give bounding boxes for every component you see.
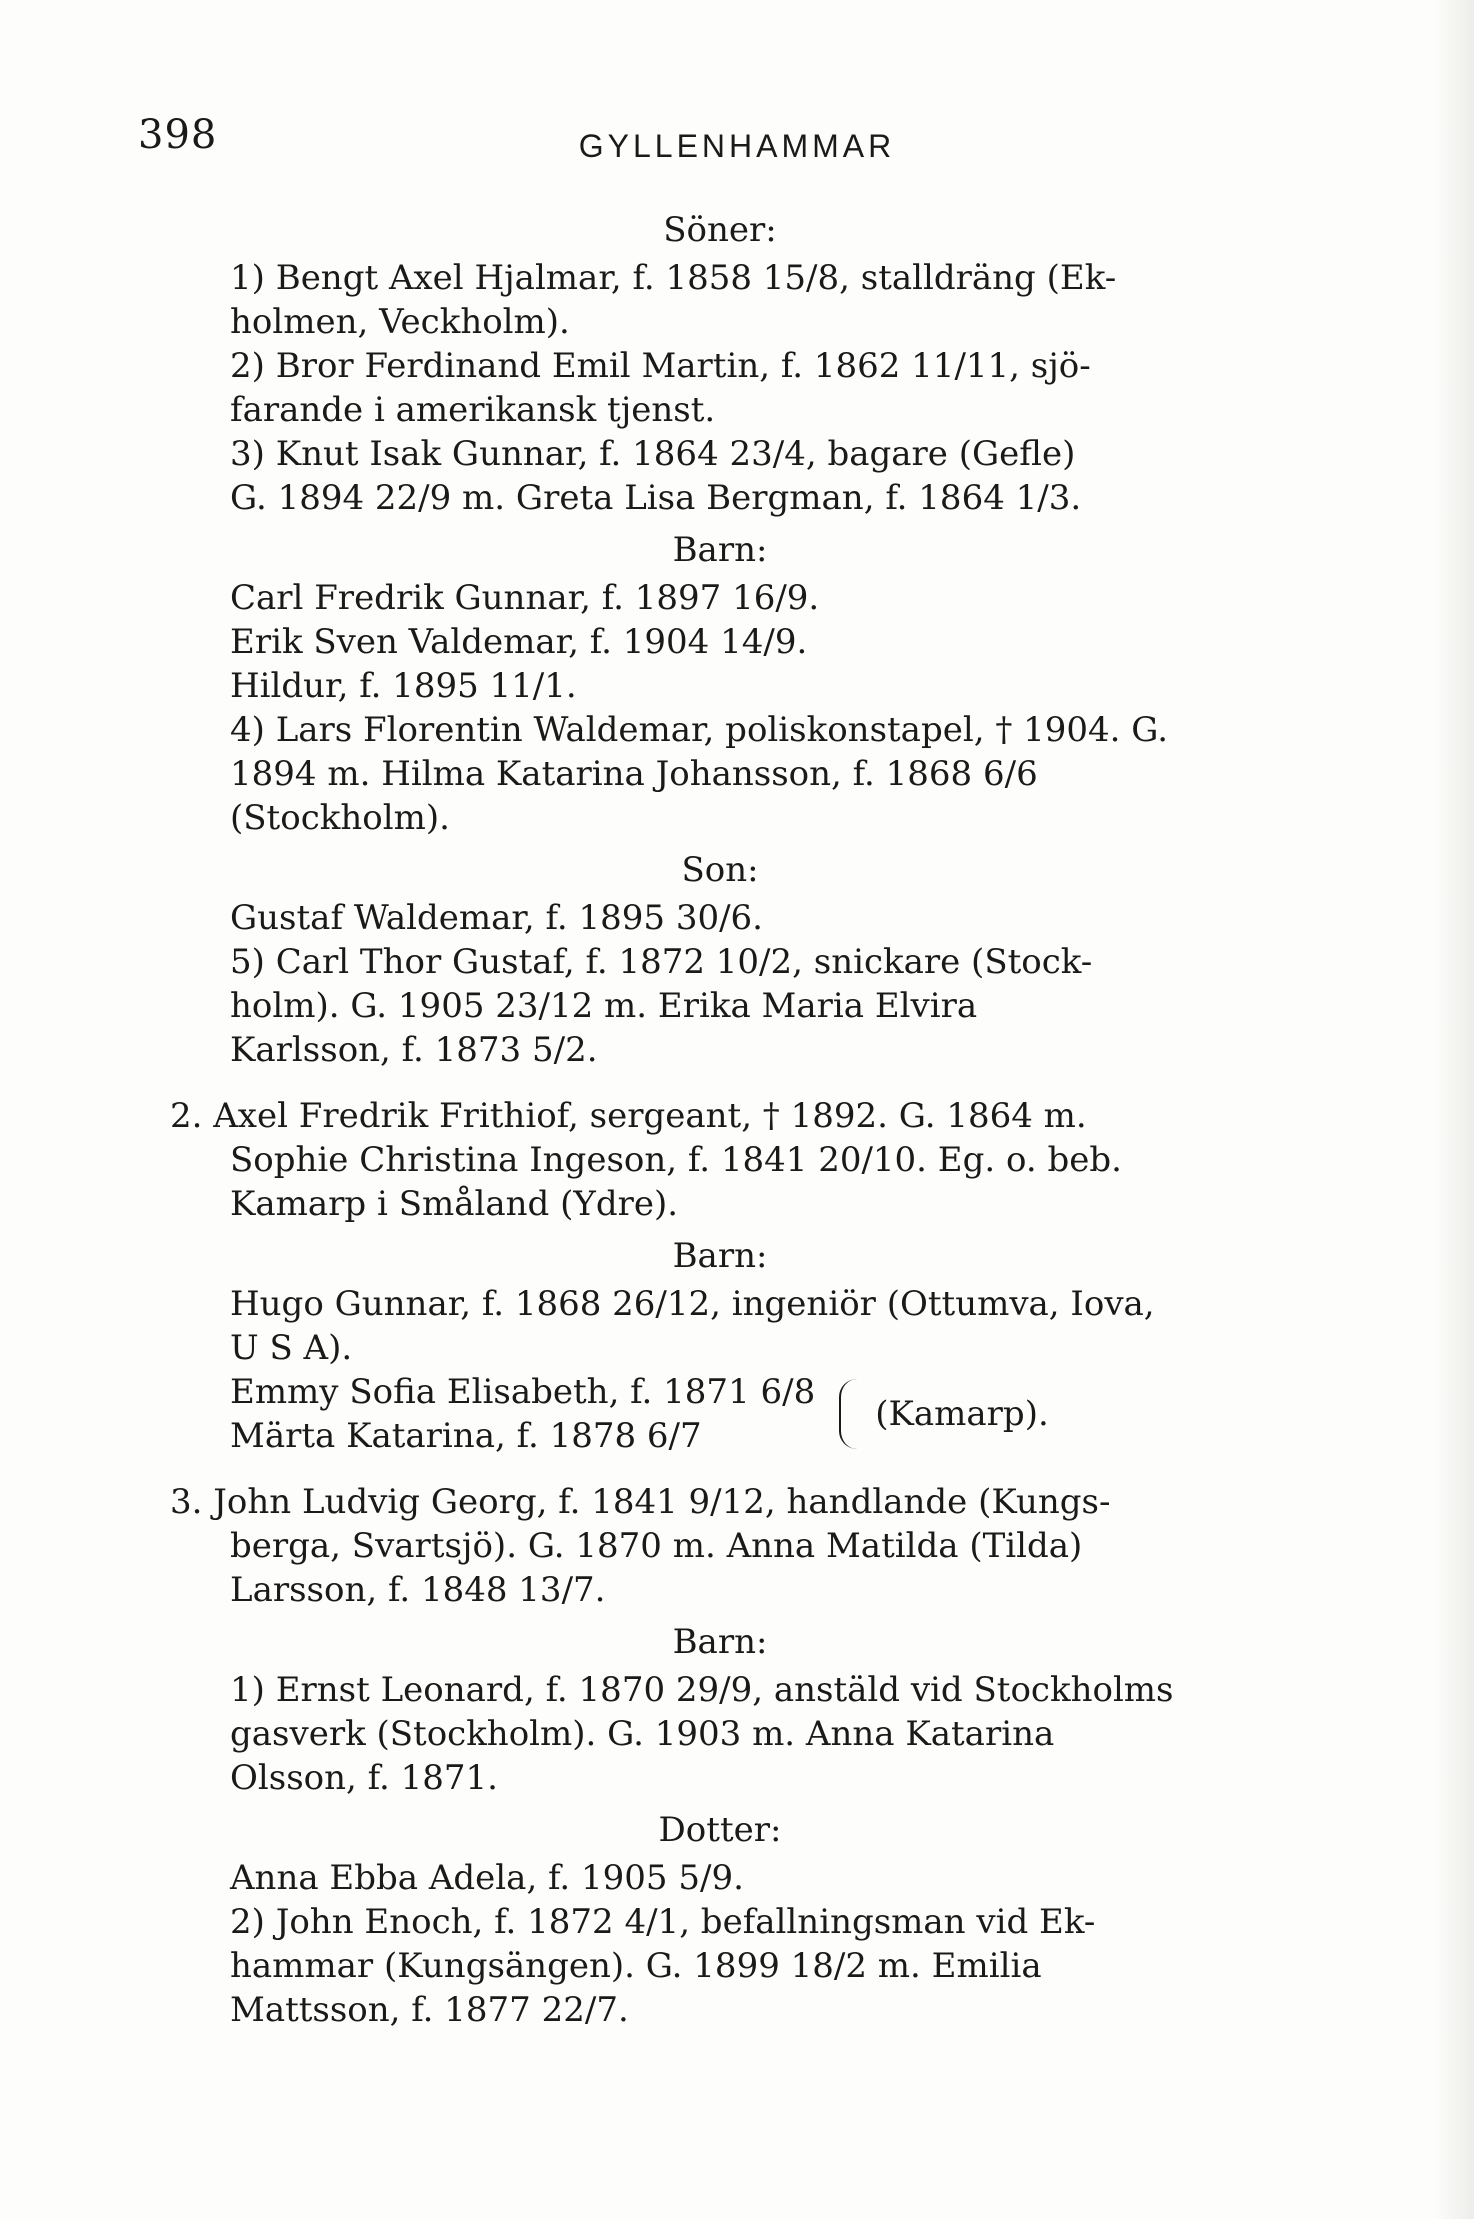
text-line: Karlsson, f. 1873 5/2. (230, 1030, 598, 1070)
text-line: 5) Carl Thor Gustaf, f. 1872 10/2, snickare (Stock- (230, 942, 1093, 982)
text-line: Märta Katarina, f. 1878 6/7 (230, 1416, 702, 1456)
text-line: 2) John Enoch, f. 1872 4/1, befallningsman vid Ek- (230, 1902, 1096, 1942)
text-line: 3. John Ludvig Georg, f. 1841 9/12, handlande (Kungs- (170, 1482, 1111, 1522)
text-line: Hildur, f. 1895 11/1. (230, 666, 577, 706)
brace-icon (839, 1379, 859, 1449)
page-number: 398 (138, 112, 218, 158)
section-heading: Söner: (663, 210, 777, 250)
section-heading: Barn: (672, 530, 768, 570)
text-line: U S A). (230, 1328, 353, 1368)
text-line: Kamarp i Småland (Ydre). (230, 1184, 679, 1224)
text-line: 4) Lars Florentin Waldemar, poliskonstapel, † 1904. G. (230, 710, 1169, 750)
text-line: Emmy Sofia Elisabeth, f. 1871 6/8 (230, 1372, 816, 1412)
text-line: Carl Fredrik Gunnar, f. 1897 16/9. (230, 578, 820, 618)
text-line: gasverk (Stockholm). G. 1903 m. Anna Katarina (230, 1714, 1055, 1754)
text-line: holmen, Veckholm). (230, 302, 570, 342)
brace-group (170, 1370, 1270, 1458)
text-line: 3) Knut Isak Gunnar, f. 1864 23/4, bagare (Gefle) (230, 434, 1076, 474)
text-line: 1894 m. Hilma Katarina Johansson, f. 1868 6/6 (230, 754, 1038, 794)
section-heading: Dotter: (658, 1810, 782, 1850)
text-line: farande i amerikansk tjenst. (230, 390, 716, 430)
text-line: hammar (Kungsängen). G. 1899 18/2 m. Emilia (230, 1946, 1042, 1986)
running-head: GYLLENHAMMAR (578, 128, 896, 164)
page-edge-shadow (1434, 0, 1474, 2219)
text-line: Olsson, f. 1871. (230, 1758, 498, 1798)
text-line: Mattsson, f. 1877 22/7. (230, 1990, 629, 2030)
section-heading: Barn: (672, 1236, 768, 1276)
text-line: (Stockholm). (230, 798, 450, 838)
genealogy-text (170, 200, 1270, 2032)
text-line: Sophie Christina Ingeson, f. 1841 20/10. Eg. o. beb. (230, 1140, 1122, 1180)
text-line: 1) Ernst Leonard, f. 1870 29/9, anstäld vid Stockholms (230, 1670, 1174, 1710)
text-line: 1) Bengt Axel Hjalmar, f. 1858 15/8, stalldräng (Ek- (230, 258, 1117, 298)
text-line: Anna Ebba Adela, f. 1905 5/9. (230, 1858, 744, 1898)
text-line: Erik Sven Valdemar, f. 1904 14/9. (230, 622, 808, 662)
text-line: Larsson, f. 1848 13/7. (230, 1570, 606, 1610)
text-line: 2) Bror Ferdinand Emil Martin, f. 1862 11/11, sjö- (230, 346, 1091, 386)
text-line: Gustaf Waldemar, f. 1895 30/6. (230, 898, 763, 938)
section-heading: Barn: (672, 1622, 768, 1662)
section-heading: Son: (681, 850, 759, 890)
text-line: (Kamarp). (875, 1394, 1049, 1434)
text-line: 2. Axel Fredrik Frithiof, sergeant, † 1892. G. 1864 m. (170, 1096, 1087, 1136)
text-line: G. 1894 22/9 m. Greta Lisa Bergman, f. 1864 1/3. (230, 478, 1082, 518)
text-line: berga, Svartsjö). G. 1870 m. Anna Matilda (Tilda) (230, 1526, 1083, 1566)
text-line: Hugo Gunnar, f. 1868 26/12, ingeniör (Ottumva, Iova, (230, 1284, 1155, 1324)
text-line: holm). G. 1905 23/12 m. Erika Maria Elvira (230, 986, 978, 1026)
